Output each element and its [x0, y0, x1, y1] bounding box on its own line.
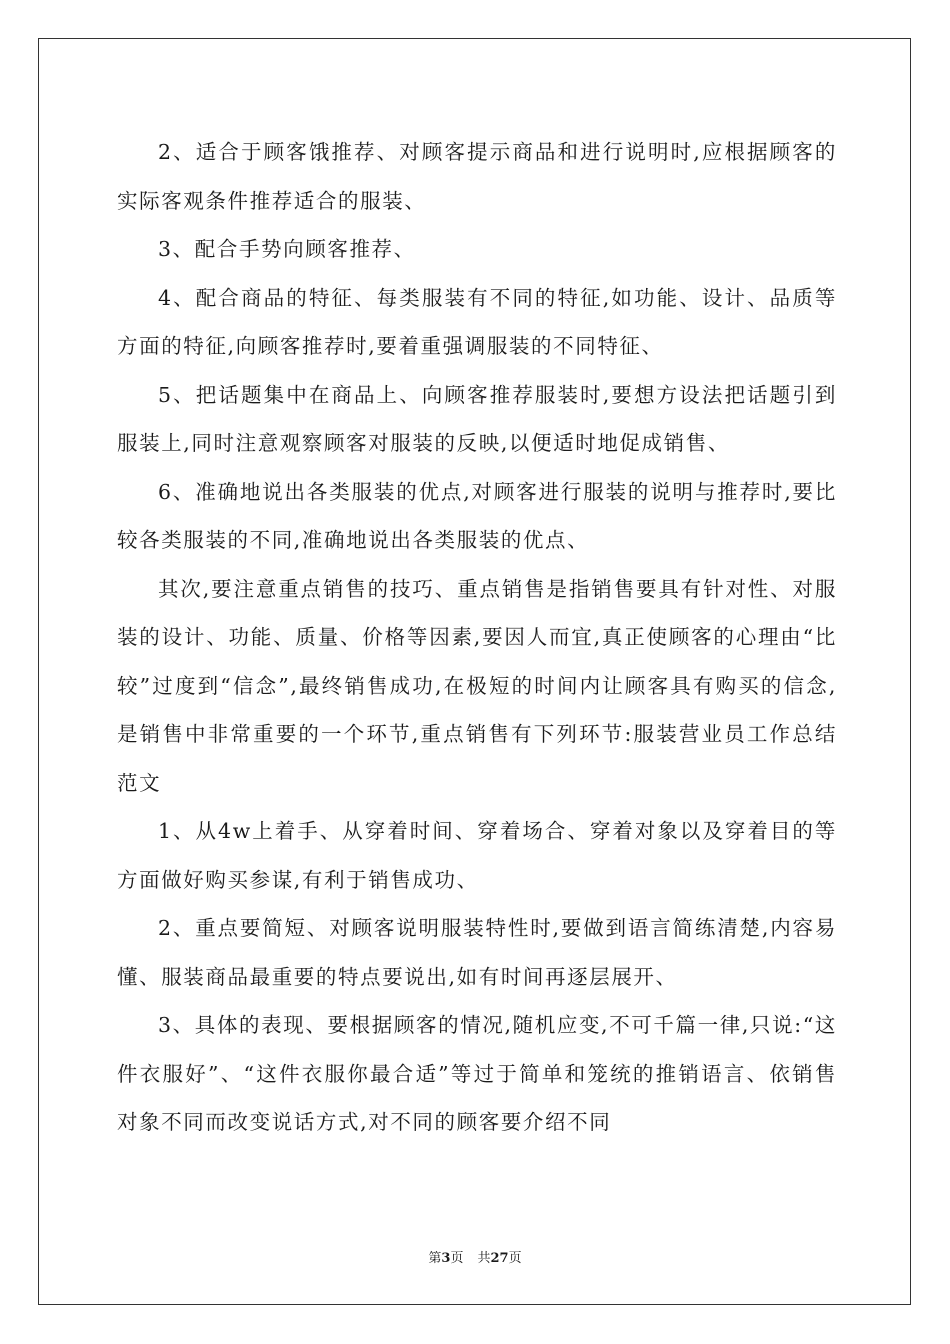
page-footer: [0, 1247, 950, 1266]
page-total-prefix: 共: [477, 1251, 491, 1266]
document-body: [117, 128, 837, 1147]
paragraph: 其次,要注意重点销售的技巧、重点销售是指销售要具有针对性、对服装的设计、功能、质量、价格等因素,要因人而宜,真正使顾客的心理由“比较”过度到“信念”,最终销售成功,在极短的时间内让顾客具有购买的信念,是销售中非常重要的一个环节,重点销售有下列环节:服装营业员工作总结范文: [117, 576, 837, 795]
page-number-current: 3: [441, 1251, 451, 1266]
paragraph: 5、把话题集中在商品上、向顾客推荐服装时,要想方设法把话题引到服装上,同时注意观察顾客对服装的反映,以便适时地促成销售、: [117, 382, 837, 455]
paragraph: 6、准确地说出各类服装的优点,对顾客进行服装的说明与推荐时,要比较各类服装的不同,准确地说出各类服装的优点、: [117, 479, 837, 552]
paragraph: 2、重点要简短、对顾客说明服装特性时,要做到语言简练清楚,内容易懂、服装商品最重要的特点要说出,如有时间再逐层展开、: [117, 916, 837, 989]
paragraph: 1、从4w上着手、从穿着时间、穿着场合、穿着对象以及穿着目的等方面做好购买参谋,有利于销售成功、: [117, 819, 837, 892]
paragraph: 3、具体的表现、要根据顾客的情况,随机应变,不可千篇一律,只说:“这件衣服好”、“这件衣服你最合适”等过于简单和笼统的推销语言、依销售对象不同而改变说话方式,对不同的顾客要介绍不同: [117, 1013, 837, 1134]
page-total-count: 27: [490, 1251, 509, 1266]
paragraph: 3、配合手势向顾客推荐、: [158, 237, 416, 261]
paragraph: 2、适合于顾客饿推荐、对顾客提示商品和进行说明时,应根据顾客的实际客观条件推荐适合的服装、: [117, 140, 837, 213]
page-number-suffix: 页: [450, 1251, 464, 1266]
paragraph: 4、配合商品的特征、每类服装有不同的特征,如功能、设计、品质等方面的特征,向顾客推荐时,要着重强调服装的不同特征、: [117, 285, 837, 358]
page-total-suffix: 页: [508, 1251, 522, 1266]
page-number-prefix: 第: [428, 1251, 442, 1266]
